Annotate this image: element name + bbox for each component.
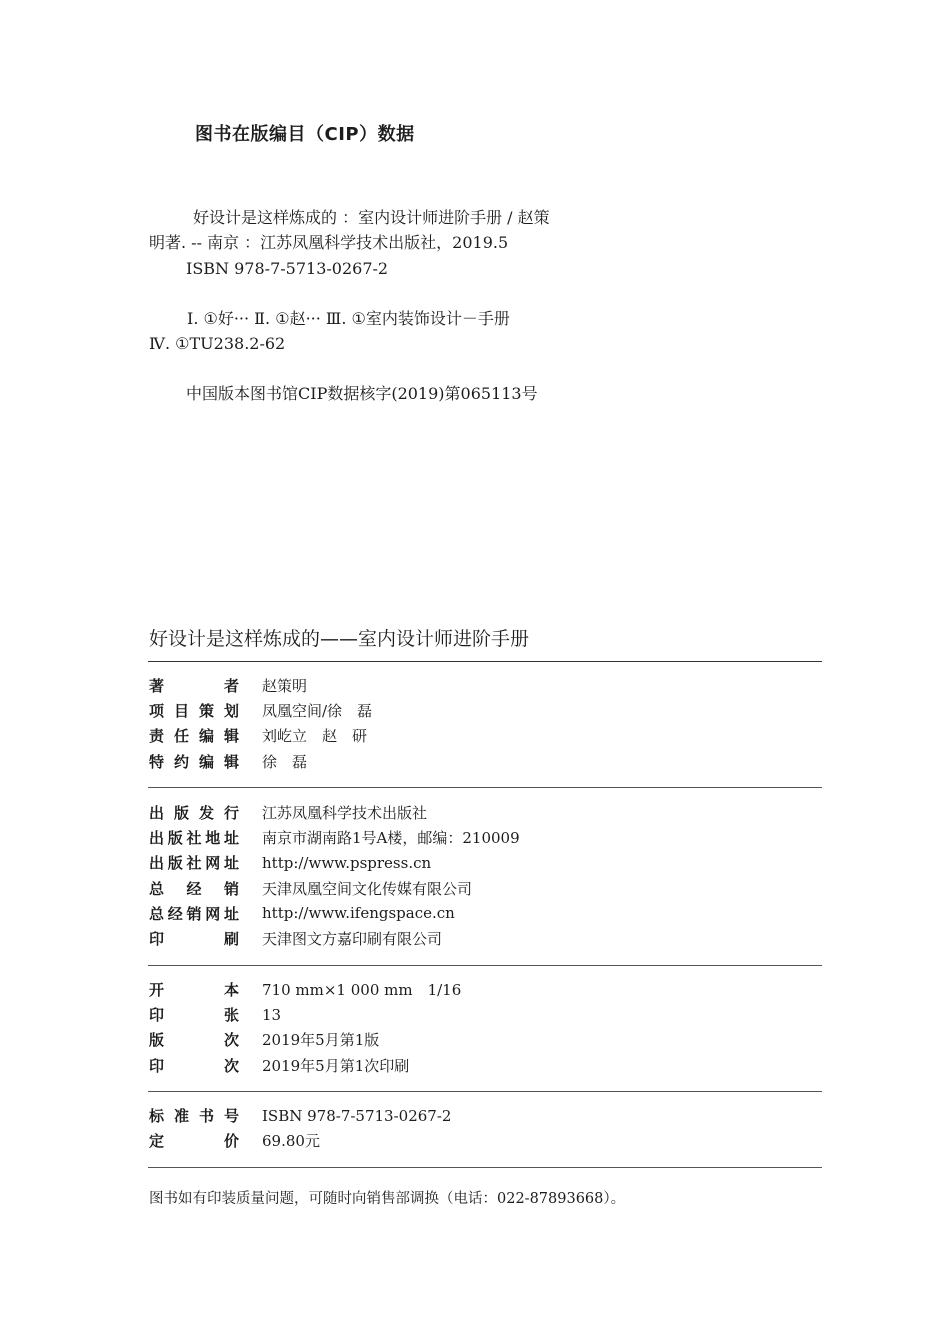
format-group (149, 977, 823, 1078)
cip-line-2: 明著. -- 南京 ：江苏凤凰科学技术出版社，2019.5 (149, 233, 509, 252)
info-label: 印 次 (149, 1056, 239, 1075)
info-value: ISBN 978-7-5713-0267-2 (262, 1106, 452, 1125)
info-label: 版 次 (149, 1031, 239, 1050)
info-row (149, 1103, 823, 1128)
info-row (149, 723, 823, 748)
info-row (149, 825, 823, 850)
info-row (149, 1128, 823, 1153)
info-label: 责 任 编 辑 (149, 727, 239, 746)
info-label: 著 者 (149, 677, 239, 696)
info-value: 13 (262, 1005, 282, 1024)
cip-line-1: 好设计是这样炼成的 ：室内设计师进阶手册 / 赵策 (193, 208, 550, 227)
footer-note: 图书如有印装质量问题，可随时向销售部调换（电话：022-87893668）。 (149, 1191, 626, 1207)
info-label: 开 本 (149, 981, 239, 1000)
info-row (149, 1027, 823, 1052)
divider (148, 787, 822, 788)
info-row (149, 876, 823, 901)
info-value: 刘屹立 赵 研 (262, 727, 368, 746)
info-row (149, 749, 823, 774)
info-value: 69.80元 (262, 1132, 320, 1151)
info-value: 南京市湖南路1号A楼，邮编：210009 (262, 829, 520, 848)
info-value: 江苏凤凰科学技术出版社 (262, 804, 428, 823)
info-row (149, 926, 823, 951)
info-row (149, 1053, 823, 1078)
info-label: 项 目 策 划 (149, 702, 239, 721)
info-value: 2019年5月第1版 (262, 1031, 380, 1050)
info-row (149, 901, 823, 926)
divider (148, 661, 822, 662)
info-row (149, 698, 823, 723)
info-label: 出 版 社 网 址 (149, 854, 239, 873)
info-value: 徐 磊 (262, 752, 308, 771)
info-label: 定 价 (149, 1132, 239, 1151)
info-row (149, 673, 823, 698)
info-row (149, 977, 823, 1002)
info-value: 凤凰空间/徐 磊 (262, 702, 373, 721)
info-label: 特 约 编 辑 (149, 752, 239, 771)
info-row (149, 1002, 823, 1027)
info-row (149, 850, 823, 875)
cip-line-isbn: ISBN 978-7-5713-0267-2 (186, 259, 389, 278)
info-label: 标 准 书 号 (149, 1107, 239, 1126)
info-label: 出 版 发 行 (149, 804, 239, 823)
info-value: 2019年5月第1次印刷 (262, 1056, 410, 1075)
publisher-group (149, 800, 823, 951)
cip-line-classification: Ⅰ. ①好··· Ⅱ. ①赵··· Ⅲ. ①室内装饰设计－手册 (187, 309, 510, 328)
info-value: 天津图文方嘉印刷有限公司 (262, 930, 443, 949)
info-value: http://www.pspress.cn (262, 853, 432, 872)
info-label: 出 版 社 地 址 (149, 829, 239, 848)
info-value: 赵策明 (262, 677, 308, 696)
info-value: http://www.ifengspace.cn (262, 904, 455, 923)
book-title: 好设计是这样炼成的——室内设计师进阶手册 (149, 628, 530, 650)
isbn-price-group (149, 1103, 823, 1153)
info-label: 印 张 (149, 1006, 239, 1025)
info-value: 710 mm×1 000 mm 1/16 (262, 981, 462, 1000)
info-label: 总 经 销 (149, 879, 239, 898)
divider (148, 965, 822, 966)
divider (148, 1091, 822, 1092)
info-label: 总 经 销 网 址 (149, 904, 239, 923)
info-label: 印 刷 (149, 930, 239, 949)
credits-group (149, 673, 823, 774)
info-row (149, 800, 823, 825)
info-value: 天津凤凰空间文化传媒有限公司 (262, 879, 473, 898)
cip-heading: 图书在版编目（CIP）数据 (195, 124, 415, 145)
cip-line-cip-number: 中国版本图书馆CIP数据核字(2019)第065113号 (186, 384, 538, 403)
divider (148, 1167, 822, 1168)
cip-line-classification-cont: Ⅳ. ①TU238.2-62 (149, 334, 286, 353)
